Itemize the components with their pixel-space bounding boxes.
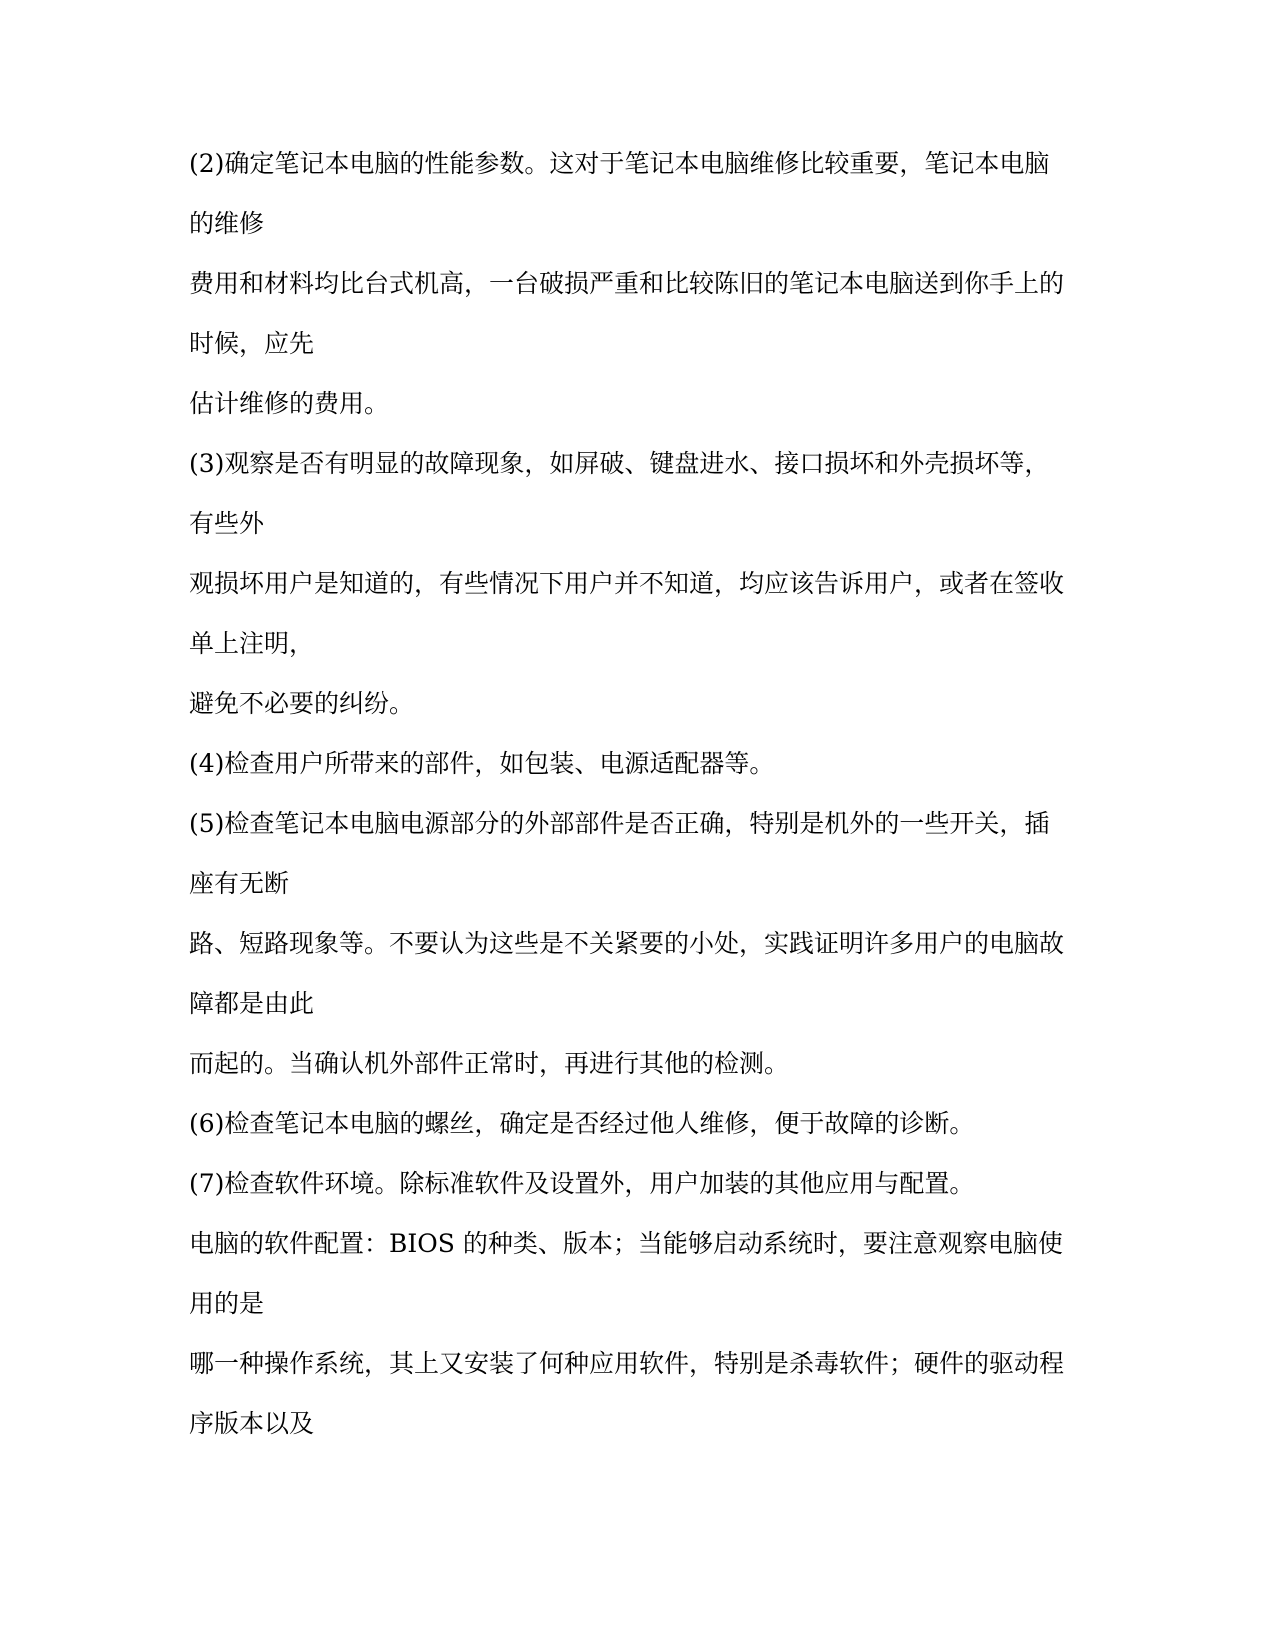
text-line: 路、短路现象等。不要认为这些是不关紧要的小处，实践证明许多用户的电脑故 — [189, 929, 1065, 958]
text-line: 座有无断 — [189, 869, 290, 898]
text-line: 哪一种操作系统，其上又安装了何种应用软件，特别是杀毒软件；硬件的驱动程 — [189, 1349, 1065, 1378]
text-line: 估计维修的费用。 — [189, 389, 390, 418]
text-line: 而起的。当确认机外部件正常时，再进行其他的检测。 — [189, 1049, 790, 1078]
text-line: (6)检查笔记本电脑的螺丝，确定是否经过他人维修，便于故障的诊断。 — [189, 1109, 975, 1138]
text-line: 费用和材料均比台式机高，一台破损严重和比较陈旧的笔记本电脑送到你手上的 — [189, 269, 1065, 298]
text-line: 序版本以及 — [189, 1409, 315, 1438]
text-line: 用的是 — [189, 1289, 265, 1318]
text-line: (5)检查笔记本电脑电源部分的外部部件是否正确，特别是机外的一些开关，插 — [189, 809, 1050, 838]
text-line: 避免不必要的纠纷。 — [189, 689, 415, 718]
text-line: 时候，应先 — [189, 329, 315, 358]
text-line: (2)确定笔记本电脑的性能参数。这对于笔记本电脑维修比较重要，笔记本电脑 — [189, 149, 1050, 178]
text-line: 有些外 — [189, 509, 265, 538]
text-line: 障都是由此 — [189, 989, 315, 1018]
text-line: (7)检查软件环境。除标准软件及设置外，用户加装的其他应用与配置。 — [189, 1169, 975, 1198]
text-line: 单上注明， — [189, 629, 315, 658]
text-line: 观损坏用户是知道的，有些情况下用户并不知道，均应该告诉用户，或者在签收 — [189, 569, 1065, 598]
text-line: 的维修 — [189, 209, 265, 238]
text-line: (4)检查用户所带来的部件，如包装、电源适配器等。 — [189, 749, 775, 778]
text-line: 电脑的软件配置：BIOS 的种类、版本；当能够启动系统时，要注意观察电脑使 — [189, 1229, 1063, 1258]
text-line: (3)观察是否有明显的故障现象，如屏破、键盘进水、接口损坏和外壳损坏等， — [189, 449, 1050, 478]
